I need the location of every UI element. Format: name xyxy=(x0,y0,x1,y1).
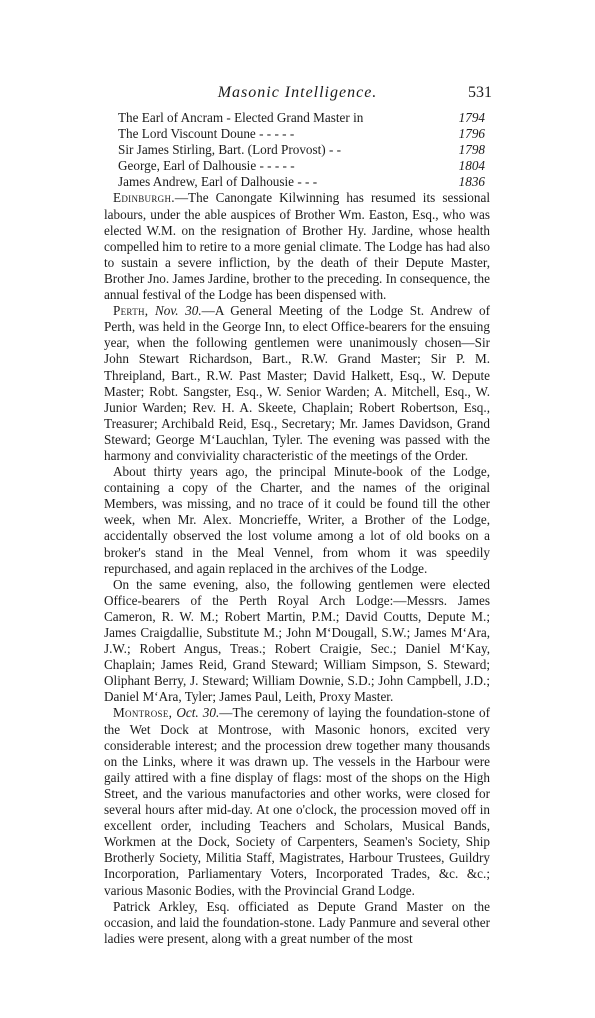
page-number: 531 xyxy=(468,84,492,101)
page-header xyxy=(105,84,490,104)
running-title: Masonic Intelligence. xyxy=(217,84,378,101)
paragraph-minute-book xyxy=(104,464,490,577)
grand-master-name: James Andrew, Earl of Dalhousie - - - xyxy=(118,174,318,190)
paragraph-edinburgh xyxy=(104,190,490,303)
paragraph-arkley xyxy=(104,899,490,947)
date-heading: Nov. 30. xyxy=(148,303,202,319)
paragraph-perth xyxy=(104,303,490,464)
paragraph-text: Patrick Arkley, Esq. officiated as Depute Grand Master on the occasion, and laid the foundation-stone. Lady Panmure and several other ladies were present, along with a great number of the most xyxy=(104,898,490,946)
grand-master-entry xyxy=(104,174,490,190)
grand-master-entry xyxy=(104,158,490,174)
place-heading: Perth, xyxy=(113,303,149,319)
date-heading: Oct. 30. xyxy=(172,705,220,721)
grand-master-year: 1796 xyxy=(458,126,485,142)
paragraph-text: —A General Meeting of the Lodge St. Andrew of Perth, was held in the George Inn, to elect Office-bearers for the ensuing year, when the following gentlemen were unanimously chosen—Sir John Stewart Richardson, Bart., R.W. Grand Master; Sir P. M. Threipland, Bart., R.W. Past Master; David Halkett, Esq., W. Depute Master; Robt. Sangster, Esq., W. Senior Warden; A. Mitchell, Esq., W. Junior Warden; Rev. H. A. Skeete, Chaplain; Robert Robertson, Esq., Treasurer; Archibald Reid, Esq., Secretary; Mr. James Davidson, Grand Steward; George M‘Lauchlan, Tyler. The evening was passed with the harmony and conviviality characteristic of the meetings of the Order. xyxy=(104,303,490,463)
grand-master-name: George, Earl of Dalhousie - - - - - xyxy=(118,158,295,174)
paragraph-text: —The ceremony of laying the foundation-stone of the Wet Dock at Montrose, with Masonic honors, excited very considerable interest; and the procession drew together many thousands on the Links, where it was drawn up. The vessels in the Harbour were gaily attired with a fine display of flags: most of the shops on the High Street, and the various manufactories and other works, were closed for several hours after mid-day. At one o'clock, the procession moved off in excellent order, including Teachers and Scholars, Musical Bands, Workmen at the Dock, Society of Carpenters, Seamen's Society, Ship Brotherly Society, Militia Staff, Magistrates, Harbour Trustees, Guildry Incorporation, Parliamentary Voters, Incorporated Trades, &c. &c.; various Masonic Bodies, with the Provincial Grand Lodge. xyxy=(104,705,491,898)
article-body xyxy=(104,110,490,947)
grand-master-name: The Lord Viscount Doune - - - - - xyxy=(118,126,295,142)
grand-master-year: 1794 xyxy=(458,110,485,125)
grand-master-name: The Earl of Ancram - Elected Grand Master in xyxy=(118,110,364,125)
grand-master-name: Sir James Stirling, Bart. (Lord Provost) - - xyxy=(118,142,342,158)
grand-master-year: 1798 xyxy=(458,142,485,158)
grand-master-entry xyxy=(104,126,490,142)
grand-master-year: 1804 xyxy=(458,158,485,174)
grand-master-year: 1836 xyxy=(458,174,485,190)
place-heading: Montrose, xyxy=(113,705,173,721)
paragraph-royal-arch xyxy=(104,577,490,706)
paragraph-text: —The Canongate Kilwinning has resumed its sessional labours, under the able auspices of Brother Wm. Easton, Esq., who was elected W.M. on the resignation of Brother Hy. Jardine, whose health compelled him to retire to a more genial climate. The Lodge has had also to sustain a severe infliction, by the death of their Depute Master, Brother Jno. James Jardine, brother to the preceding. In consequence, the annual festival of the Lodge has been dispensed with. xyxy=(104,190,490,303)
place-heading: Edinburgh. xyxy=(113,190,175,206)
paragraph-text: On the same evening, also, the following gentlemen were elected Office-bearers of the Perth Royal Arch Lodge:—Messrs. James Cameron, R. W. M.; Robert Martin, P.M.; David Coutts, Depute M.; James Craigdallie, Substitute M.; John M‘Dougall, S.W.; James M‘Ara, J.W.; Robert Angus, Treas.; Robert Craigie, Sec.; Daniel M‘Kay, Chaplain; James Reid, Grand Steward; William Simpson, S. Steward; Oliphant Berry, J. Steward; William Downie, S.D.; John Campbell, J.D.; Daniel M‘Ara, Tyler; James Paul, Leith, Proxy Master. xyxy=(104,576,490,705)
grand-master-entry xyxy=(104,110,490,126)
grand-masters-list xyxy=(104,110,490,190)
paragraph-text: About thirty years ago, the principal Minute-book of the Lodge, containing a copy of the Charter, and the names of the original Members, was missing, and no trace of it could be found till the other week, when Mr. Alex. Moncrieffe, Writer, a Brother of the Lodge, accidentally observed the lost volume among a lot of old books on a broker's stand in the Meal Vennel, from whom it was speedily repurchased, and again replaced in the archives of the Lodge. xyxy=(104,464,490,576)
paragraph-montrose xyxy=(104,705,490,898)
grand-master-entry xyxy=(104,142,490,158)
